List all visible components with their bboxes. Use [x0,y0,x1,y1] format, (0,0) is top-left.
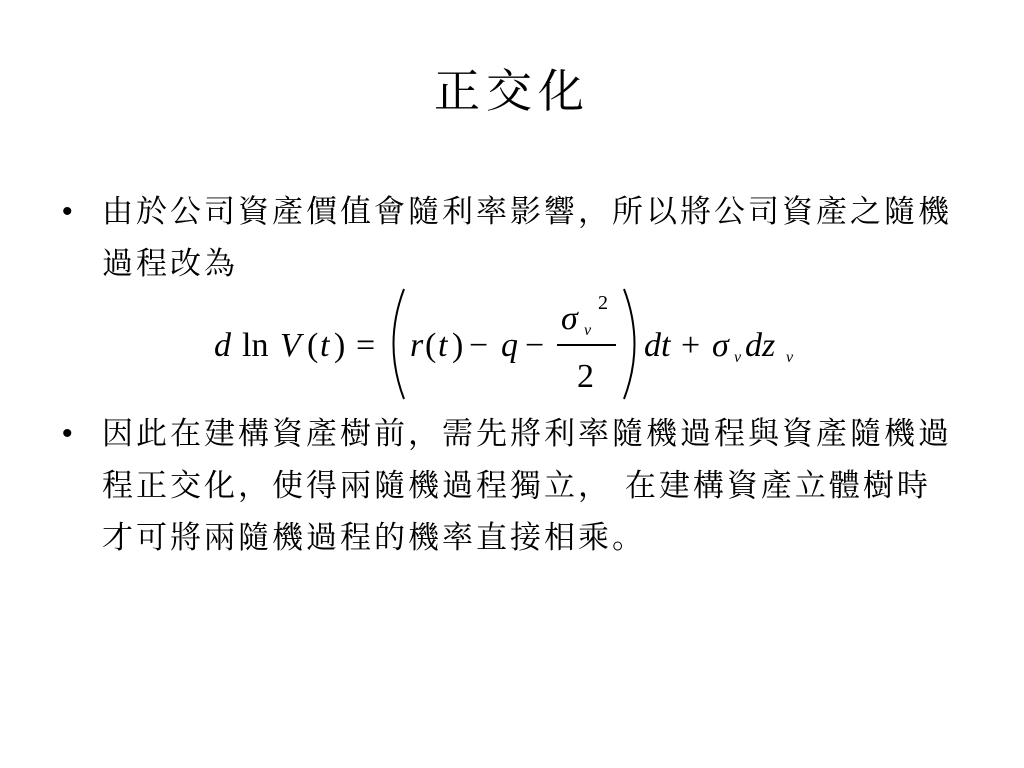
formula-paren-open-1: ( [307,327,319,364]
formula-dz-sub: v [786,349,794,366]
bullet-text: 因此在建構資產樹前，需先將利率隨機過程與資產隨機過程正交化，使得兩隨機過程獨立， 在建構資產立體樹時才可將兩隨機過程的機率直接相乘。 [102,416,952,556]
bullet-item-2 [62,408,952,564]
formula-minus-2: − [525,327,545,364]
slide-title: 正交化 [434,64,590,118]
formula-equals: = [356,327,376,364]
bullet-text: 由於公司資產價值會隨利率影響，所以將公司資產之隨機過程改為 [102,194,952,282]
formula-big-paren-right [624,289,635,399]
bullet-marker: • [62,195,73,228]
formula-paren-close-2: ) [452,327,464,364]
formula-plus: + [681,327,701,364]
formula-dz: dz [745,327,776,364]
bullet-marker: • [62,417,73,450]
formula-sigma-sub: v [734,349,742,366]
formula-r: r [410,327,424,364]
formula-denominator: 2 [577,358,594,395]
formula-big-paren-left [394,289,405,399]
formula-q: q [501,327,518,364]
formula-equation [200,283,820,405]
formula-paren-close-1: ) [334,327,346,364]
formula-ln: ln [242,327,269,364]
formula-paren-open-2: ( [425,327,437,364]
formula-t-1: t [320,327,330,364]
formula-t-2: t [438,327,448,364]
formula-sigma-numerator: σ [561,300,578,337]
bullet-item-1 [62,186,952,290]
formula-minus-1: − [469,327,489,364]
formula-sigma-numerator-sup: 2 [598,292,608,314]
formula-dt: dt [644,327,671,364]
formula-sigma-numerator-sub: v [584,322,592,339]
formula-d: d [214,327,231,364]
formula-V: V [280,327,301,364]
formula-sigma: σ [712,327,729,364]
